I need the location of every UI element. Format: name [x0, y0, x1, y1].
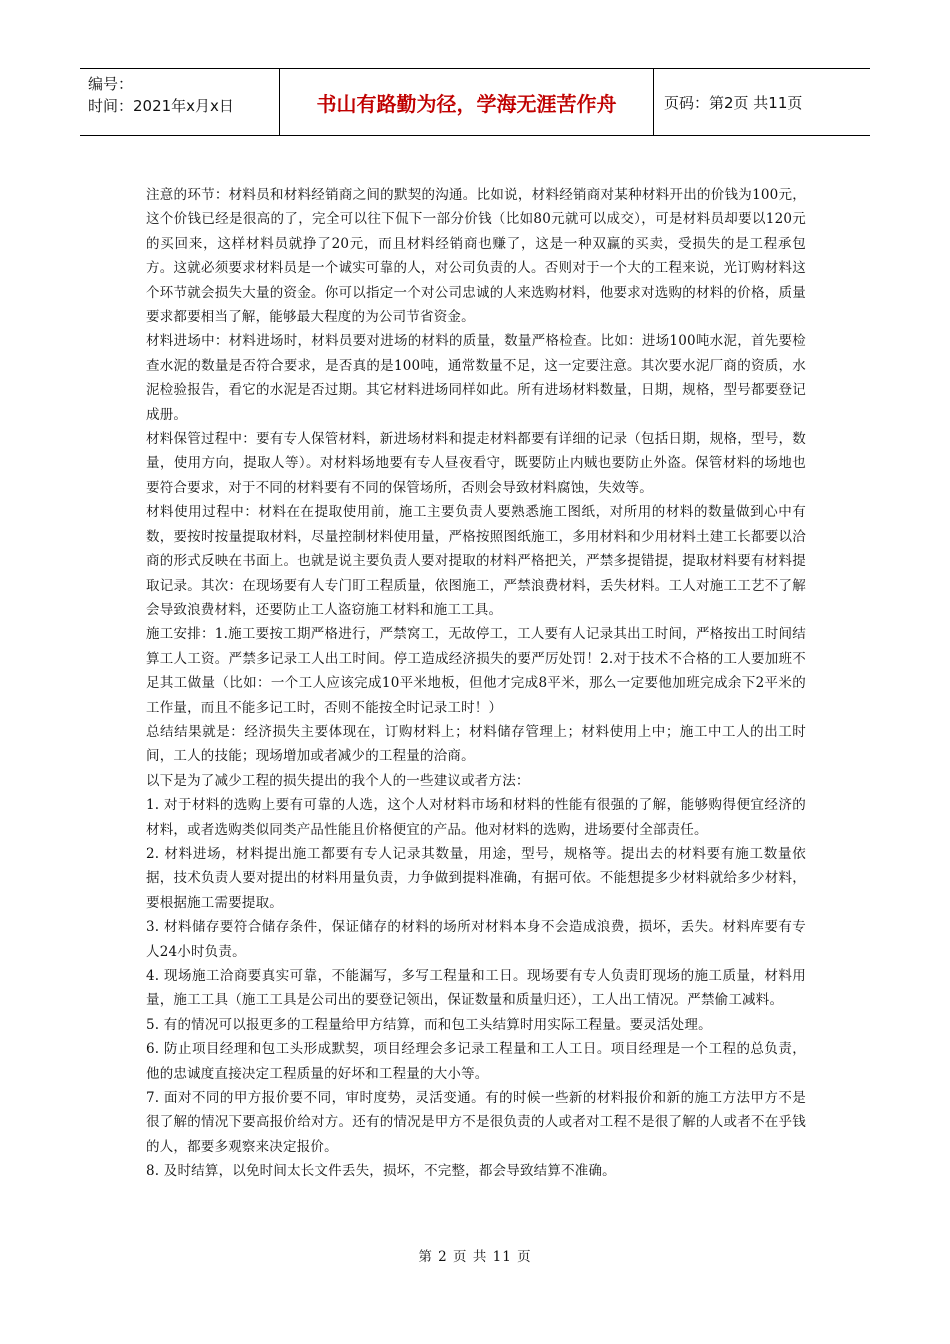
header-page-number: 页码：第2页 共11页: [664, 93, 803, 112]
list-item: 5. 有的情况可以报更多的工程量给甲方结算，而和包工头结算时用实际工程量。要灵活处理。: [146, 1016, 712, 1033]
list-item: 4. 现场施工洽商要真实可靠，不能漏写，多写工程量和工日。现场要有专人负责盯现场的施工质量，材料用量，施工工具（施工工具是公司出的要登记领出，保证数量和质量归还），工人出工情况。严禁偷工减料。: [146, 968, 806, 1009]
document-number-label: 编号：: [88, 75, 134, 93]
list-item: 7. 面对不同的甲方报价要不同，审时度势，灵活变通。有的时候一些新的材料报价和新的施工方法甲方不是很了解的情况下要高报价给对方。还有的情况是甲方不是很负责的人或者对工程不是很了解的人或者不在乎钱的人，都要多观察来决定报价。: [146, 1090, 806, 1155]
page-footer: 第 2 页 共 11 页: [418, 1249, 532, 1265]
list-item: 2. 材料进场，材料提出施工都要有专人记录其数量，用途，型号，规格等。提出去的材料要有施工数量依据，技术负责人要对提出的材料用量负责，力争做到提料准确，有据可依。不能想提多少材料就给多少材料，要根据施工需要提取。: [146, 845, 806, 911]
paragraph: 以下是为了减少工程的损失提出的我个人的一些建议或者方法：: [146, 772, 530, 789]
page-header: [80, 68, 870, 136]
paragraph: 注意的环节：材料员和材料经销商之间的默契的沟通。比如说，材料经销商对某种材料开出的价钱为100元，这个价钱已经是很高的了，完全可以往下侃下一部分价钱（比如80元就可以成交），可是材料员却要以120元的买回来，这样材料员就挣了20元，而且材料经销商也赚了，这是一种双赢的买卖，受损失的是工程承包方。这就必须要求材料员是一个诚实可靠的人，对公司负责的人。否则对于一个大的工程来说，光订购材料这个环节就会损失大量的资金。你可以指定一个对公司忠诚的人来选购材料，他要求对选购的材料的价格，质量要求都要相当了解，能够最大程度的为公司节省资金。: [146, 187, 806, 326]
header-motto: 书山有路勤为径，学海无涯苦作舟: [280, 69, 654, 135]
paragraph: 总结结果就是：经济损失主要体现在，订购材料上；材料储存管理上；材料使用上中；施工中工人的出工时间，工人的技能；现场增加或者减少的工程量的洽商。: [146, 723, 806, 765]
paragraph: 材料使用过程中：材料在在提取使用前，施工主要负责人要熟悉施工图纸，对所用的材料的数量做到心中有数，要按时按量提取材料，尽量控制材料使用量，严格按照图纸施工，多用材料和少用材料土建工长都要以洽商的形式反映在书面上。也就是说主要负责人要对提取的材料严格把关，严禁多提错提，提取材料要有材料提取记录。其次：在现场要有人专门盯工程质量，依图施工，严禁浪费材料，丢失材料。工人对施工工艺不了解会导致浪费材料，还要防止工人盗窃施工材料和施工工具。: [146, 504, 806, 618]
list-item: 3. 材料储存要符合储存条件，保证储存的材料的场所对材料本身不会造成浪费，损坏，丢失。材料库要有专人24小时负责。: [146, 919, 806, 960]
paragraph: 施工安排：1.施工要按工期严格进行，严禁窝工，无故停工，工人要有人记录其出工时间，严格按出工时间结算工人工资。严禁多记录工人出工时间。停工造成经济损失的要严厉处罚！2.对于技术不合格的工人要加班不足其工做量（比如：一个工人应该完成10平米地板，但他才完成8平米，那么一定要他加班完成余下2平米的工作量，而且不能多记工时，否则不能按全时记录工时！）: [146, 626, 806, 716]
document-time-label: 时间：2021年x月x日: [88, 97, 234, 115]
paragraph: 材料进场中：材料进场时，材料员要对进场的材料的质量，数量严格检查。比如：进场100吨水泥，首先要检查水泥的数量是否符合要求，是否真的是100吨，通常数量不足，这一定要注意。其次要水泥厂商的资质，水泥检验报告，看它的水泥是否过期。其它材料进场同样如此。所有进场材料数量，日期，规格，型号都要登记成册。: [146, 333, 806, 423]
paragraph: 材料保管过程中：要有专人保管材料，新进场材料和提走材料都要有详细的记录（包括日期，规格，型号，数量，使用方向，提取人等）。对材料场地要有专人昼夜看守，既要防止内贼也要防止外盗。保管材料的场地也要符合要求，对于不同的材料要有不同的保管场所，否则会导致材料腐蚀，失效等。: [146, 431, 806, 496]
list-item: 6. 防止项目经理和包工头形成默契，项目经理会多记录工程量和工人工日。项目经理是一个工程的总负责，他的忠诚度直接决定工程质量的好坏和工程量的大小等。: [146, 1041, 806, 1082]
list-item: 8. 及时结算，以免时间太长文件丢失，损坏，不完整，都会导致结算不准确。: [146, 1163, 616, 1180]
list-item: 1. 对于材料的选购上要有可靠的人选，这个人对材料市场和材料的性能有很强的了解，能够购得便宜经济的材料，或者选购类似同类产品性能且价格便宜的产品。他对材料的选购，进场要付全部责任。: [146, 797, 806, 838]
header-meta-cell: [80, 69, 280, 135]
document-body: [146, 183, 806, 1184]
